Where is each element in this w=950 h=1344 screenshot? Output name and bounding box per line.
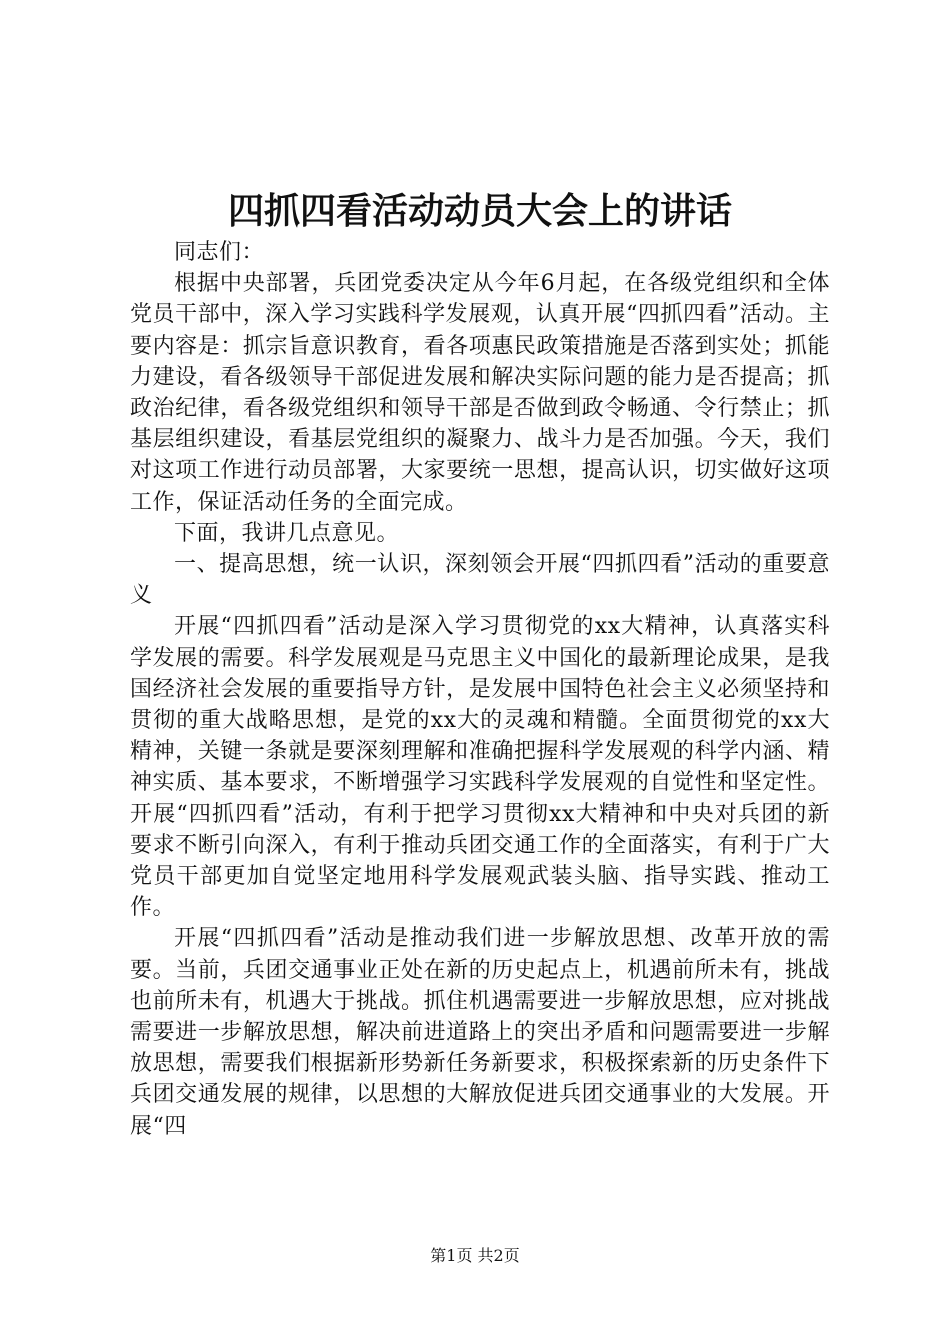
page-number-footer: 第1页 共2页: [430, 1246, 520, 1265]
paragraph-significance-1: 开展“四抓四看”活动是深入学习贯彻党的xx大精神，认真落实科学发展的需要。科学发展观是马克思主义中国化的最新理论成果，是我国经济社会发展的重要指导方针，是发展中国特色社会主义必须坚持和贯彻的重大战略思想，是党的xx大的灵魂和精髓。全面贯彻党的xx大精神，关键一条就是要深刻理解和准确把握科学发展观的科学内涵、精神实质、基本要求，不断增强学习实践科学发展观的自觉性和坚定性。开展“四抓四看”活动，有利于把学习贯彻xx大精神和中央对兵团的新要求不断引向深入，有利于推动兵团交通工作的全面落实，有利于广大党员干部更加自觉坚定地用科学发展观武装头脑、指导实践、推动工作。: [130, 614, 830, 921]
section-heading-1: 一、提高思想，统一认识，深刻领会开展“四抓四看”活动的重要意义: [130, 552, 830, 609]
salutation: 同志们：: [174, 240, 265, 265]
document-title: 四抓四看活动动员大会上的讲话: [227, 190, 732, 232]
paragraph-significance-2: 开展“四抓四看”活动是推动我们进一步解放思想、改革开放的需要。当前，兵团交通事业正处在新的历史起点上，机遇前所未有，挑战也前所未有，机遇大于挑战。抓住机遇需要进一步解放思想，应对挑战需要进一步解放思想，解决前进道路上的突出矛盾和问题需要进一步解放思想，需要我们根据新形势新任务新要求，积极探索新的历史条件下兵团交通发展的规律，以思想的大解放促进兵团交通事业的大发展。开展“四: [130, 926, 830, 1139]
paragraph-transition: 下面，我讲几点意见。: [174, 520, 400, 546]
document-body: [130, 237, 830, 1142]
paragraph-intro: 根据中央部署，兵团党委决定从今年6月起，在各级党组织和全体党员干部中，深入学习实践科学发展观，认真开展“四抓四看”活动。主要内容是：抓宗旨意识教育，看各项惠民政策措施是否落到实处；抓能力建设，看各级领导干部促进发展和解决实际问题的能力是否提高；抓政治纪律，看各级党组织和领导干部是否做到政令畅通、令行禁止；抓基层组织建设，看基层党组织的凝聚力、战斗力是否加强。今天，我们对这项工作进行动员部署，大家要统一思想，提高认识，切实做好这项工作，保证活动任务的全面完成。: [130, 271, 830, 515]
